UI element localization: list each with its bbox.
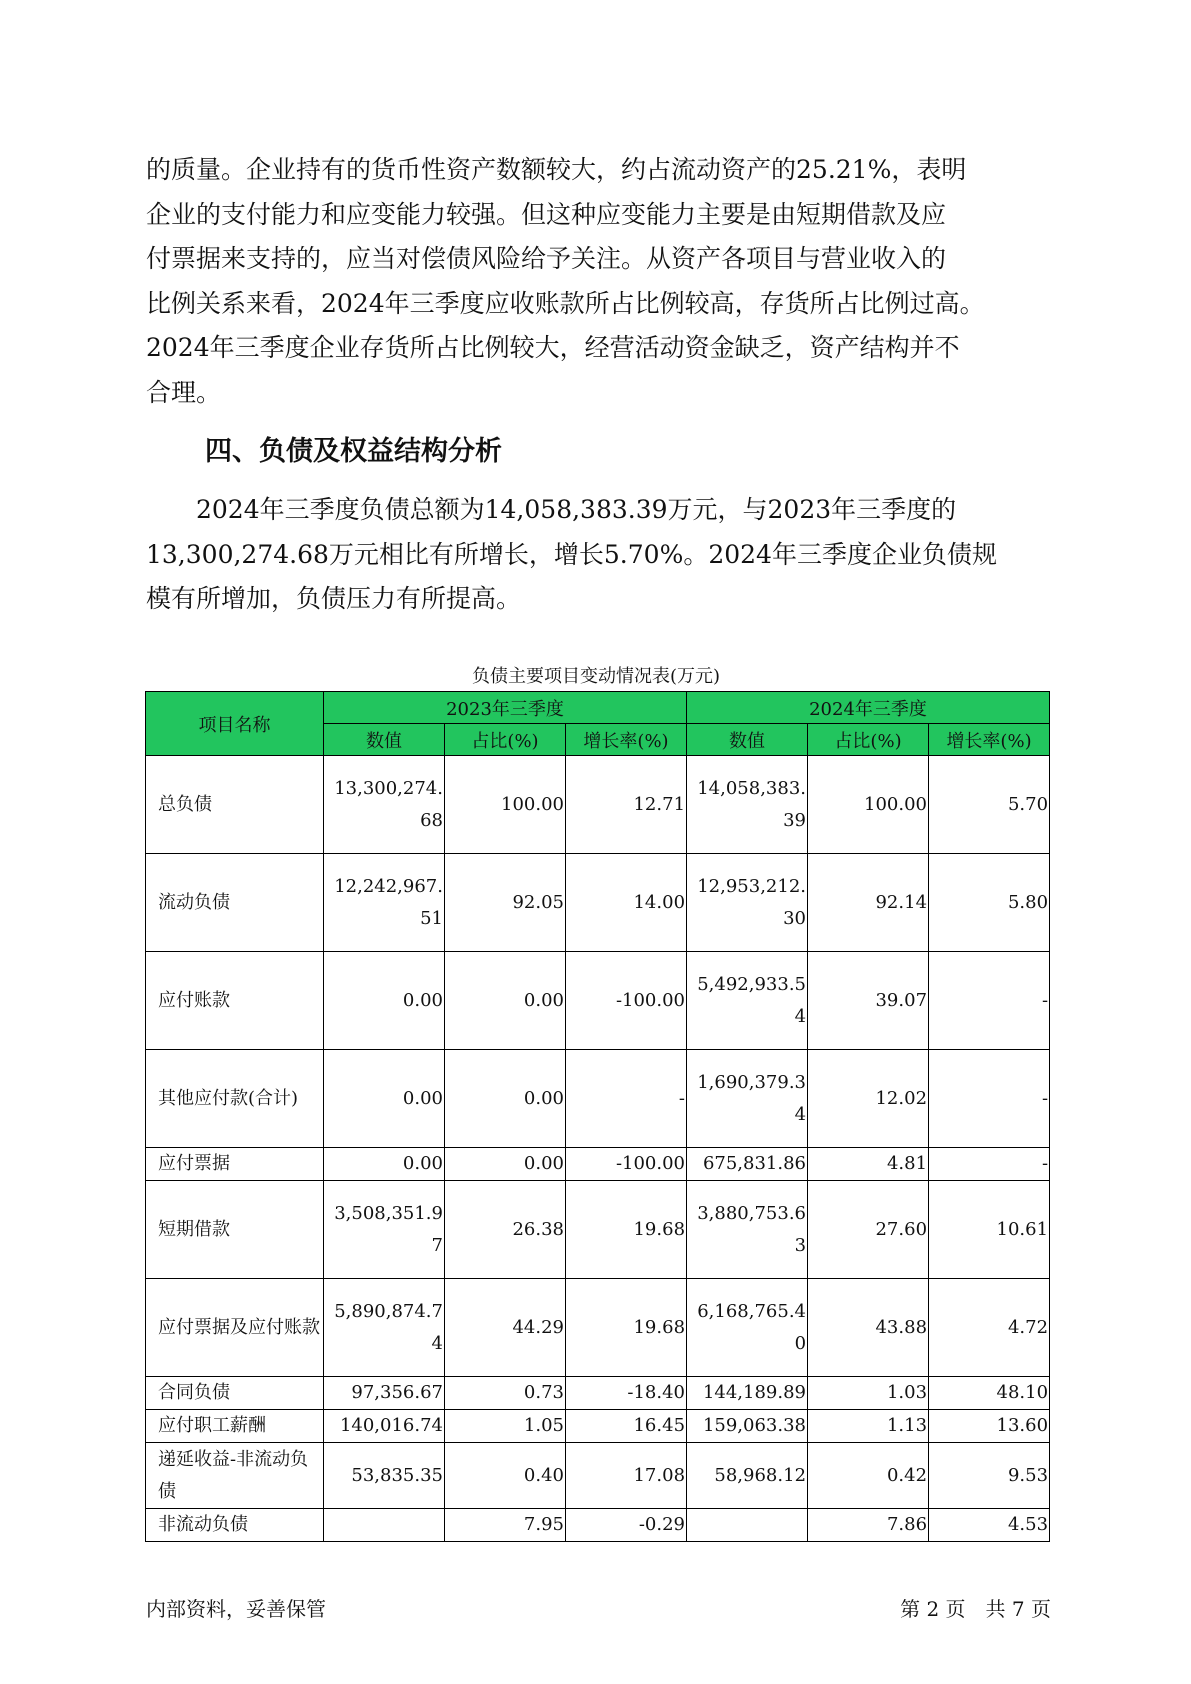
cell-share-2024: 0.42	[808, 1443, 929, 1509]
cell-growth-2024: 48.10	[929, 1377, 1050, 1410]
header-value-2024: 数值	[687, 724, 808, 756]
cell-growth-2023: 19.68	[566, 1181, 687, 1279]
table-row	[146, 1050, 1050, 1148]
cell-growth-2023: -18.40	[566, 1377, 687, 1410]
cell-share-2023: 7.95	[445, 1509, 566, 1542]
header-growth-2024: 增长率(%)	[929, 724, 1050, 756]
cell-share-2024: 100.00	[808, 756, 929, 854]
cell-growth-2024: 10.61	[929, 1181, 1050, 1279]
cell-value-2023: 53,835.35	[324, 1443, 445, 1509]
cell-value-2024: 675,831.86	[687, 1148, 808, 1181]
cell-share-2024: 43.88	[808, 1279, 929, 1377]
cell-share-2024: 7.86	[808, 1509, 929, 1542]
page-number: 第 2 页 共 7 页	[900, 1597, 1051, 1621]
row-name: 其他应付款(合计)	[146, 1050, 324, 1148]
cell-value-2023: 12,242,967.51	[324, 854, 445, 952]
cell-share-2023: 1.05	[445, 1410, 566, 1443]
cell-value-2024: 159,063.38	[687, 1410, 808, 1443]
cell-share-2023: 0.00	[445, 952, 566, 1050]
cell-share-2023: 44.29	[445, 1279, 566, 1377]
row-name: 非流动负债	[146, 1509, 324, 1542]
table-row	[146, 1377, 1050, 1410]
cell-share-2023: 0.40	[445, 1443, 566, 1509]
row-name: 流动负债	[146, 854, 324, 952]
cell-value-2023: 3,508,351.97	[324, 1181, 445, 1279]
cell-growth-2024: 9.53	[929, 1443, 1050, 1509]
table-row	[146, 756, 1050, 854]
footer-confidential-note: 内部资料，妥善保管	[146, 1597, 326, 1621]
header-group-2024: 2024年三季度	[687, 692, 1050, 724]
header-group-2023: 2023年三季度	[324, 692, 687, 724]
cell-value-2023	[324, 1509, 445, 1542]
cell-growth-2023: -100.00	[566, 1148, 687, 1181]
row-name: 短期借款	[146, 1181, 324, 1279]
cell-share-2024: 4.81	[808, 1148, 929, 1181]
header-value-2023: 数值	[324, 724, 445, 756]
cell-value-2023: 0.00	[324, 1148, 445, 1181]
row-name: 应付账款	[146, 952, 324, 1050]
cell-share-2023: 0.00	[445, 1050, 566, 1148]
cell-growth-2023: 12.71	[566, 756, 687, 854]
cell-value-2024: 14,058,383.39	[687, 756, 808, 854]
header-growth-2023: 增长率(%)	[566, 724, 687, 756]
cell-value-2024: 12,953,212.30	[687, 854, 808, 952]
cell-share-2024: 27.60	[808, 1181, 929, 1279]
header-share-2024: 占比(%)	[808, 724, 929, 756]
cell-growth-2023: 16.45	[566, 1410, 687, 1443]
cell-share-2024: 39.07	[808, 952, 929, 1050]
cell-share-2023: 26.38	[445, 1181, 566, 1279]
cell-share-2023: 100.00	[445, 756, 566, 854]
cell-value-2023: 0.00	[324, 1050, 445, 1148]
table-row	[146, 1148, 1050, 1181]
cell-growth-2024: 13.60	[929, 1410, 1050, 1443]
cell-value-2023: 140,016.74	[324, 1410, 445, 1443]
row-name: 应付票据	[146, 1148, 324, 1181]
row-name: 应付票据及应付账款	[146, 1279, 324, 1377]
cell-value-2024	[687, 1509, 808, 1542]
table-row	[146, 1443, 1050, 1509]
table-caption: 负债主要项目变动情况表(万元)	[471, 666, 721, 687]
cell-value-2024: 5,492,933.54	[687, 952, 808, 1050]
cell-growth-2024: -	[929, 1148, 1050, 1181]
cell-share-2024: 1.13	[808, 1410, 929, 1443]
cell-growth-2024: -	[929, 1050, 1050, 1148]
cell-share-2023: 0.73	[445, 1377, 566, 1410]
table-row	[146, 952, 1050, 1050]
body-paragraph-assets: 的质量。企业持有的货币性资产数额较大，约占流动资产的25.21%，表明 企业的支付能力和应变能力较强。但这种应变能力主要是由短期借款及应 付票据来支持的，应当对偿债风险给予关注。从资产各项目与营业收入的 比例关系来看，2024年三季度应收账款所占比例较高，存货所占比例过高。 2024年三季度企业存货所占比例较大，经营活动资金缺乏，资产结构并不 合理。	[146, 155, 985, 407]
cell-growth-2023: -100.00	[566, 952, 687, 1050]
cell-growth-2023: 14.00	[566, 854, 687, 952]
cell-growth-2024: 5.70	[929, 756, 1050, 854]
section-heading: 四、负债及权益结构分析	[205, 436, 502, 467]
cell-growth-2024: -	[929, 952, 1050, 1050]
cell-value-2023: 13,300,274.68	[324, 756, 445, 854]
cell-share-2024: 12.02	[808, 1050, 929, 1148]
row-name: 合同负债	[146, 1377, 324, 1410]
row-name: 应付职工薪酬	[146, 1410, 324, 1443]
row-name: 总负债	[146, 756, 324, 854]
body-paragraph-liabilities: 2024年三季度负债总额为14,058,383.39万元，与2023年三季度的 13,300,274.68万元相比有所增长，增长5.70%。2024年三季度企业负债规 模有所增加，负债压力有所提高。	[146, 495, 997, 613]
cell-share-2024: 1.03	[808, 1377, 929, 1410]
table-row	[146, 1410, 1050, 1443]
table-row	[146, 1509, 1050, 1542]
table-row	[146, 854, 1050, 952]
header-share-2023: 占比(%)	[445, 724, 566, 756]
cell-value-2023: 0.00	[324, 952, 445, 1050]
cell-growth-2023: 17.08	[566, 1443, 687, 1509]
cell-value-2024: 6,168,765.40	[687, 1279, 808, 1377]
cell-share-2024: 92.14	[808, 854, 929, 952]
table-row	[146, 1279, 1050, 1377]
cell-value-2024: 3,880,753.63	[687, 1181, 808, 1279]
cell-value-2023: 97,356.67	[324, 1377, 445, 1410]
header-item-name: 项目名称	[146, 692, 324, 756]
cell-growth-2024: 4.53	[929, 1509, 1050, 1542]
cell-growth-2023: -	[566, 1050, 687, 1148]
cell-value-2023: 5,890,874.74	[324, 1279, 445, 1377]
row-name: 递延收益-非流动负债	[146, 1443, 324, 1509]
cell-growth-2024: 4.72	[929, 1279, 1050, 1377]
cell-value-2024: 1,690,379.34	[687, 1050, 808, 1148]
cell-share-2023: 92.05	[445, 854, 566, 952]
cell-growth-2023: 19.68	[566, 1279, 687, 1377]
liabilities-table	[145, 691, 1050, 1542]
cell-share-2023: 0.00	[445, 1148, 566, 1181]
cell-value-2024: 58,968.12	[687, 1443, 808, 1509]
cell-value-2024: 144,189.89	[687, 1377, 808, 1410]
cell-growth-2024: 5.80	[929, 854, 1050, 952]
cell-growth-2023: -0.29	[566, 1509, 687, 1542]
table-row	[146, 1181, 1050, 1279]
